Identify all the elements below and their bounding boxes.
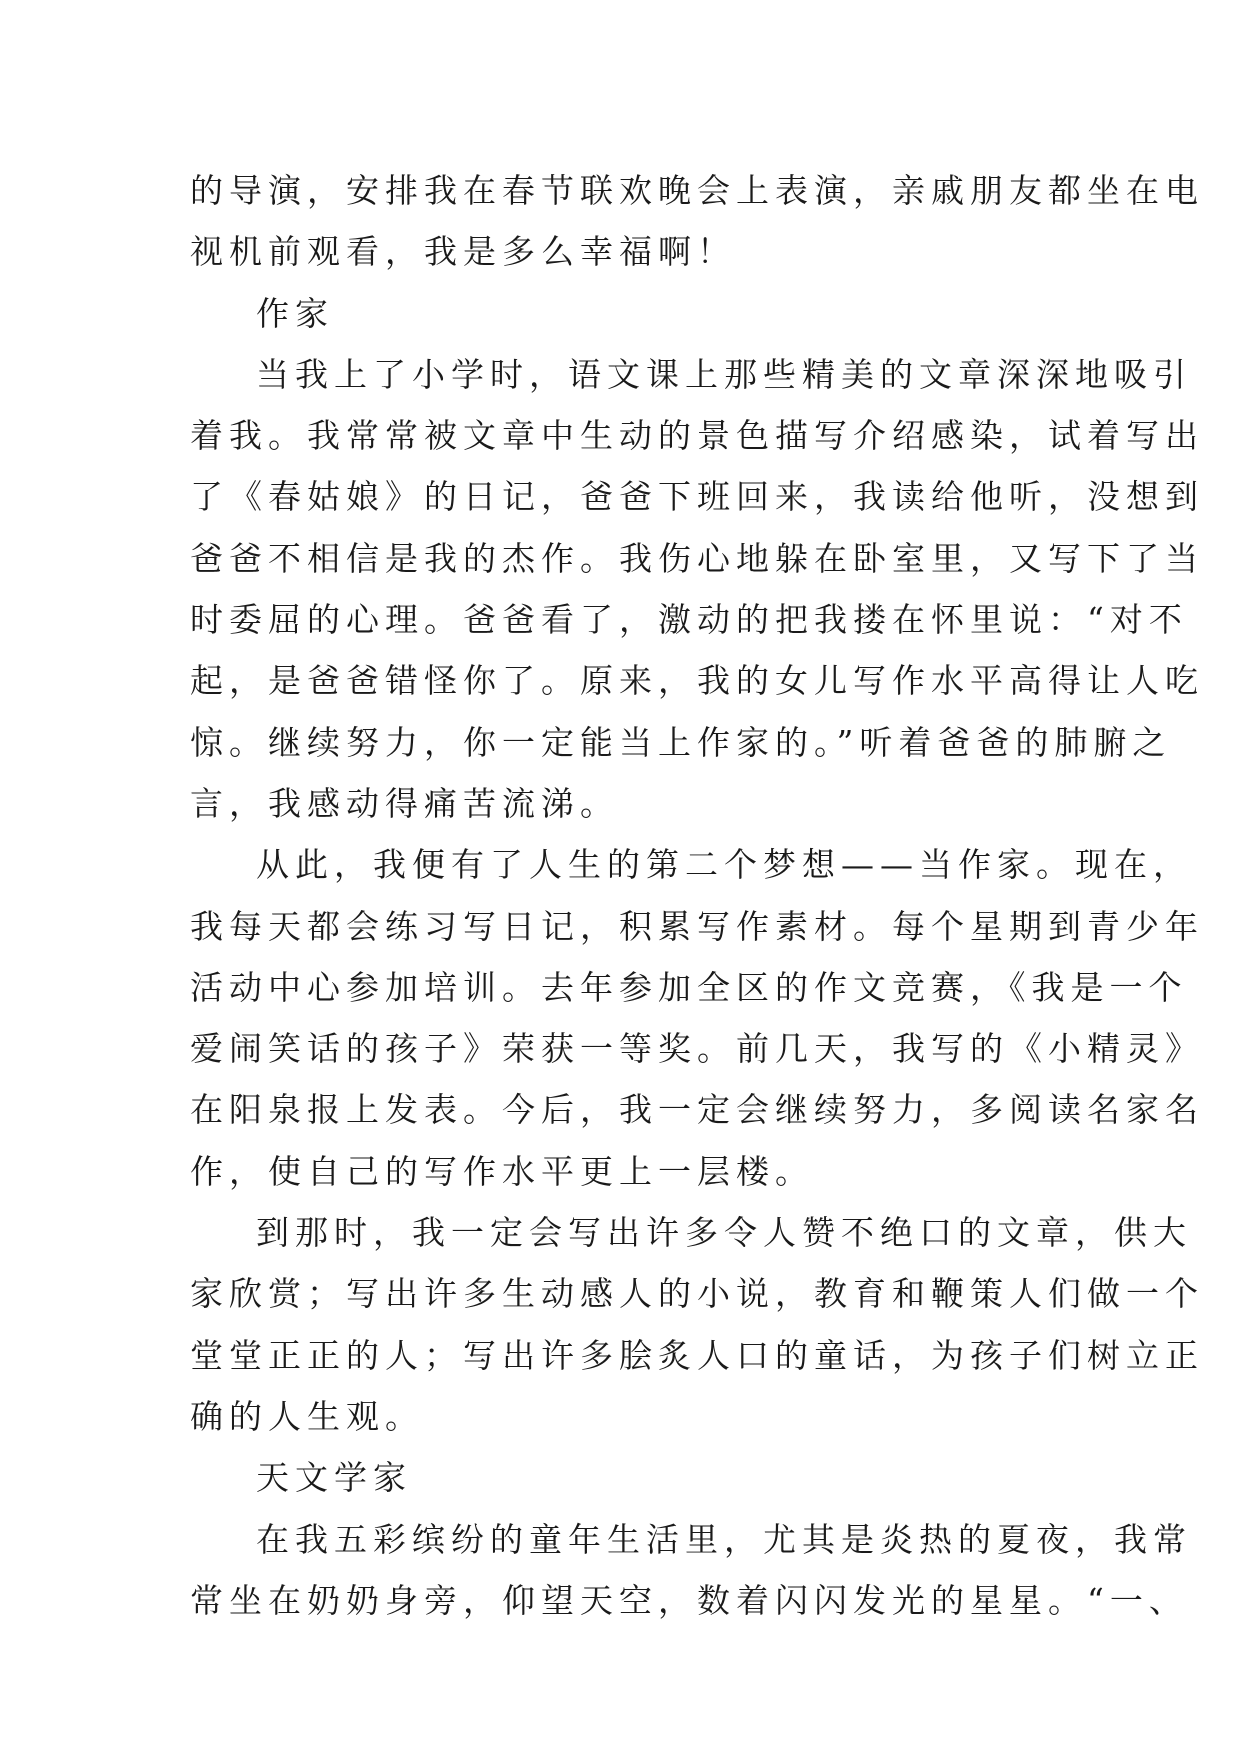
text-line: 活动中心参加培训。去年参加全区的作文竞赛，《我是一个 <box>190 967 1188 1007</box>
text-line: 视机前观看，我是多么幸福啊！ <box>190 232 736 272</box>
text-line: 堂堂正正的人；写出许多脍炙人口的童话，为孩子们树立正 <box>190 1335 1204 1375</box>
text-line: 了《春姑娘》的日记，爸爸下班回来，我读给他听，没想到 <box>190 477 1204 517</box>
text-line: 作，使自己的写作水平更上一层楼。 <box>190 1151 814 1191</box>
text-line: 当我上了小学时，语文课上那些精美的文章深深地吸引 <box>256 354 1192 394</box>
section-heading-astronomer: 天文学家 <box>256 1458 412 1498</box>
body-text <box>190 160 1204 1631</box>
text-line: 家欣赏；写出许多生动感人的小说，教育和鞭策人们做一个 <box>190 1274 1204 1314</box>
text-line: 起，是爸爸错怪你了。原来，我的女儿写作水平高得让人吃 <box>190 661 1204 701</box>
text-line: 在阳泉报上发表。今后，我一定会继续努力，多阅读名家名 <box>190 1090 1204 1130</box>
text-line: 常坐在奶奶身旁，仰望天空，数着闪闪发光的星星。“一、 <box>190 1580 1188 1620</box>
text-line: 在我五彩缤纷的童年生活里，尤其是炎热的夏夜，我常 <box>256 1519 1192 1559</box>
text-line: 言，我感动得痛苦流涕。 <box>190 783 619 823</box>
text-line: 从此，我便有了人生的第二个梦想——当作家。现在， <box>256 845 1192 885</box>
text-line: 到那时，我一定会写出许多令人赞不绝口的文章，供大 <box>256 1213 1192 1253</box>
text-line: 着我。我常常被文章中生动的景色描写介绍感染，试着写出 <box>190 416 1204 456</box>
text-line: 爱闹笑话的孩子》荣获一等奖。前几天，我写的《小精灵》 <box>190 1029 1204 1069</box>
text-line: 惊。继续努力，你一定能当上作家的。”听着爸爸的肺腑之 <box>190 722 1172 762</box>
text-line: 爸爸不相信是我的杰作。我伤心地躲在卧室里，又写下了当 <box>190 538 1204 578</box>
text-line: 时委屈的心理。爸爸看了，激动的把我搂在怀里说：“对不 <box>190 600 1188 640</box>
section-heading-writer: 作家 <box>256 293 334 333</box>
text-line: 的导演，安排我在春节联欢晚会上表演，亲戚朋友都坐在电 <box>190 171 1204 210</box>
text-line: 确的人生观。 <box>190 1396 424 1436</box>
text-line: 我每天都会练习写日记，积累写作素材。每个星期到青少年 <box>190 906 1204 946</box>
